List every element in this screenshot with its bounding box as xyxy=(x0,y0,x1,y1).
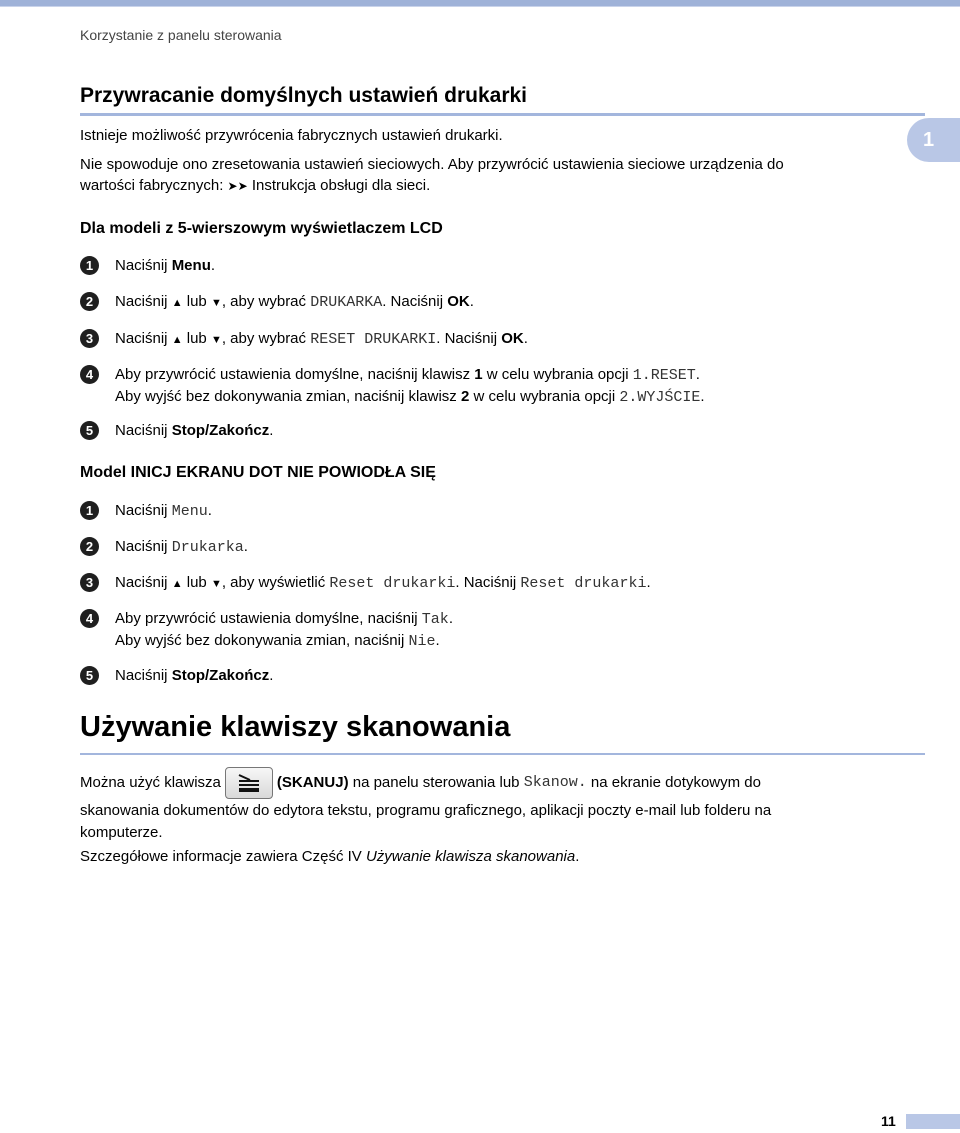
text: lub xyxy=(182,293,211,310)
text: Naciśnij xyxy=(115,257,172,274)
menu-option: Reset drukarki xyxy=(520,575,647,592)
text: . xyxy=(700,388,705,405)
step-item xyxy=(80,291,474,314)
text: . xyxy=(269,422,274,439)
step-item xyxy=(80,500,212,522)
step-text xyxy=(115,420,273,441)
text: Można użyć klawisza xyxy=(80,774,221,791)
paragraph-line xyxy=(80,175,784,197)
step-text xyxy=(115,536,248,558)
text: Naciśnij xyxy=(115,330,172,347)
text: . xyxy=(207,502,212,519)
text: . xyxy=(523,330,528,347)
step-text xyxy=(115,255,215,276)
text: w celu wybrania opcji xyxy=(482,366,633,383)
up-arrow-icon: ▲ xyxy=(171,297,183,309)
text: . xyxy=(210,257,216,274)
step-item xyxy=(80,328,528,351)
text: . xyxy=(448,610,453,627)
text: na ekranie dotykowym do xyxy=(586,774,761,791)
step-text xyxy=(115,364,705,408)
scan-key-icon xyxy=(225,767,273,799)
text: . xyxy=(269,667,274,684)
step-number-icon: 2 xyxy=(80,292,99,311)
text: w celu wybrania opcji xyxy=(469,388,620,405)
subheading-touch: Model INICJ EKRANU DOT NIE POWIODŁA SIĘ xyxy=(80,464,436,481)
step-number-icon: 4 xyxy=(80,365,99,384)
down-arrow-icon: ▼ xyxy=(210,334,222,346)
step-item xyxy=(80,420,273,441)
menu-option: Skanow. xyxy=(523,774,587,791)
section-title-reset: Przywracanie domyślnych ustawień drukarki xyxy=(80,84,528,107)
text: lub xyxy=(182,330,211,347)
text: Aby wyjść bez dokonywania zmian, naciśnij klawisz xyxy=(115,388,461,405)
text: Naciśnij xyxy=(115,667,172,684)
text: , aby wybrać xyxy=(221,330,311,347)
step-text xyxy=(115,500,212,522)
running-head: Korzystanie z panelu sterowania xyxy=(80,27,282,43)
step-item xyxy=(80,536,248,558)
paragraph-line: skanowania dokumentów do edytora tekstu, programu graficznego, aplikacji poczty e-mail lub folderu na xyxy=(80,802,772,819)
paragraph xyxy=(80,154,784,197)
key-name: (SKANUJ) xyxy=(276,774,349,791)
step-line xyxy=(115,608,453,630)
text: Naciśnij xyxy=(115,502,172,519)
step-line xyxy=(115,386,705,408)
menu-option: 1.RESET xyxy=(632,367,696,384)
step-number-icon: 5 xyxy=(80,421,99,440)
key-name: Stop/Zakończ xyxy=(171,422,270,439)
paragraph xyxy=(80,846,579,867)
section-rule xyxy=(80,113,925,116)
step-number-icon: 1 xyxy=(80,256,99,275)
down-arrow-icon: ▼ xyxy=(210,297,222,309)
step-text xyxy=(115,608,453,652)
text: Aby przywrócić ustawienia domyślne, naciśnij xyxy=(115,610,422,627)
text: . Naciśnij xyxy=(436,330,502,347)
up-arrow-icon: ▲ xyxy=(171,334,183,346)
page-tab xyxy=(906,1114,960,1129)
menu-option: Nie xyxy=(408,633,436,650)
text: Naciśnij xyxy=(115,422,172,439)
text: , aby wybrać xyxy=(221,293,311,310)
text: . xyxy=(646,574,651,591)
text: . xyxy=(435,632,440,649)
text: Instrukcja obsługi dla sieci. xyxy=(247,177,431,194)
paragraph-line xyxy=(80,766,771,800)
key-name: 2 xyxy=(460,388,470,405)
step-number-icon: 3 xyxy=(80,573,99,592)
down-arrow-icon: ▼ xyxy=(210,578,222,590)
step-text xyxy=(115,665,273,686)
text: . Naciśnij xyxy=(382,293,448,310)
text: Naciśnij xyxy=(115,538,172,555)
menu-option: Menu xyxy=(171,503,208,520)
text: . Naciśnij xyxy=(455,574,521,591)
text: wartości fabrycznych: xyxy=(80,177,228,194)
step-number-icon: 4 xyxy=(80,609,99,628)
text: Naciśnij xyxy=(115,574,172,591)
text: Szczegółowe informacje zawiera Część IV xyxy=(80,848,366,865)
text: Naciśnij xyxy=(115,293,172,310)
step-number-icon: 3 xyxy=(80,329,99,348)
section-title-scan: Używanie klawiszy skanowania xyxy=(80,711,511,743)
step-item xyxy=(80,572,651,595)
text: lub xyxy=(182,574,211,591)
scan-glyph xyxy=(236,772,262,794)
key-name: Menu xyxy=(171,257,211,274)
paragraph-line: komputerze. xyxy=(80,824,163,841)
text: Aby przywrócić ustawienia domyślne, naciśnij klawisz xyxy=(115,366,475,383)
paragraph xyxy=(80,766,771,844)
menu-option: Reset drukarki xyxy=(329,575,456,592)
step-item xyxy=(80,608,453,652)
step-number-icon: 5 xyxy=(80,666,99,685)
text: . xyxy=(469,293,474,310)
text: , aby wyświetlić xyxy=(221,574,330,591)
reference-title: Używanie klawisza skanowania xyxy=(365,848,576,865)
paragraph: Istnieje możliwość przywrócenia fabrycznych ustawień drukarki. xyxy=(80,127,503,144)
text: . xyxy=(695,366,700,383)
text: na panelu sterowania lub xyxy=(348,774,524,791)
menu-option: Drukarka xyxy=(171,539,244,556)
step-item xyxy=(80,364,705,408)
text: . xyxy=(575,848,580,865)
step-item xyxy=(80,255,215,276)
step-number-icon: 1 xyxy=(80,501,99,520)
step-number-icon: 2 xyxy=(80,537,99,556)
menu-option: 2.WYJŚCIE xyxy=(619,389,701,406)
paragraph-line: Nie spowoduje ono zresetowania ustawień sieciowych. Aby przywrócić ustawienia sieciowe urządzenia do xyxy=(80,156,784,173)
key-name: OK xyxy=(447,293,470,310)
text: Aby wyjść bez dokonywania zmian, naciśnij xyxy=(115,632,409,649)
step-text xyxy=(115,291,474,314)
step-text xyxy=(115,572,651,595)
double-arrow-icon: ➤➤ xyxy=(227,179,248,193)
menu-option: DRUKARKA xyxy=(310,294,383,311)
key-name: Stop/Zakończ xyxy=(171,667,270,684)
key-name: 1 xyxy=(474,366,483,383)
text: . xyxy=(243,538,248,555)
menu-option: RESET DRUKARKI xyxy=(310,331,437,348)
chapter-tab: 1 xyxy=(907,118,960,162)
step-line xyxy=(115,630,453,652)
subheading-lcd: Dla modeli z 5-wierszowym wyświetlaczem LCD xyxy=(80,220,443,237)
step-line xyxy=(115,364,705,386)
page-number: 11 xyxy=(881,1113,896,1129)
step-text xyxy=(115,328,528,351)
key-name: OK xyxy=(501,330,524,347)
top-rule-thin xyxy=(0,6,960,7)
step-item xyxy=(80,665,273,686)
menu-option: Tak xyxy=(421,611,449,628)
up-arrow-icon: ▲ xyxy=(171,578,183,590)
section-rule xyxy=(80,753,925,755)
